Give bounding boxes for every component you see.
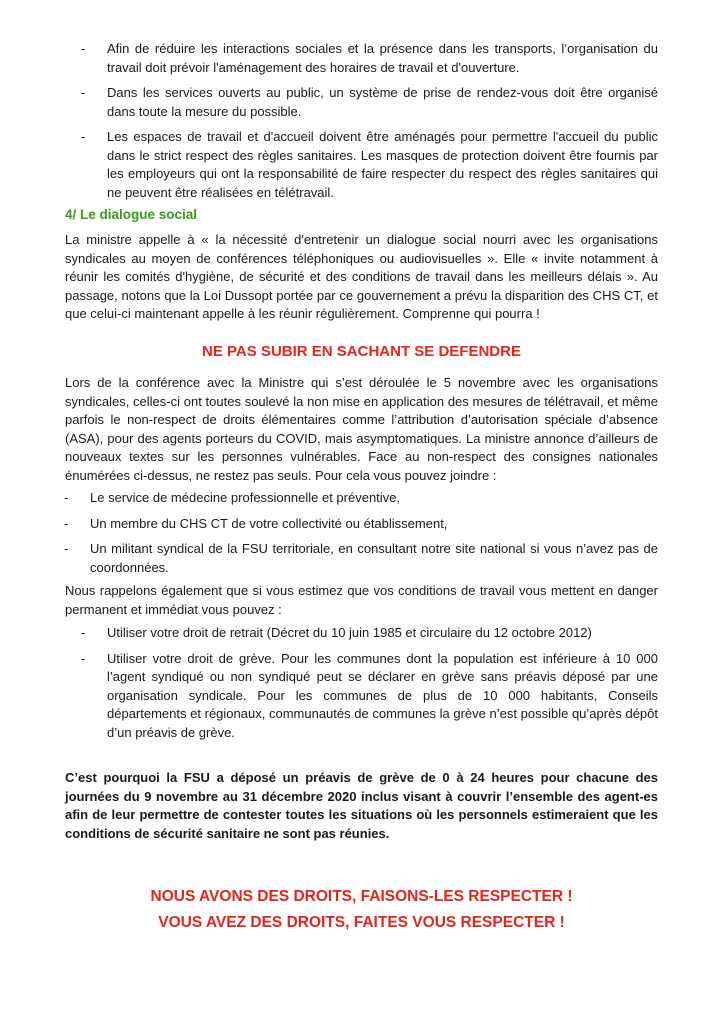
strike-paragraph: C’est pourquoi la FSU a déposé un préavis de grève de 0 à 24 heures pour chacune des journées du 9 novembre au 31 décembre 2020 inclus visant à couvrir l’ensemble des agent-es afin de leur permettre de contester toutes les situations où les personnels estimeraient que les conditions de sécurité sanitaire ne sont pas réunies.	[65, 770, 658, 841]
dialogue-paragraph: La ministre appelle à « la nécessité d'entretenir un dialogue social nourri avec les organisations syndicales au moyen de conférences téléphoniques ou audiovisuelles ». Elle « invite notamment à réunir les comités d'hygiène, de sécurité et des conditions de travail dans les meilleurs délais ». Au passage, notons que la Loi Dussopt portée par ce gouvernement a prévu la disparition des CHS CT, et que celui-ci maintenant appelle à les réunir régulièrement. Comprenne qui pourra !	[65, 232, 658, 321]
contact-bullet-list	[90, 489, 658, 584]
final-slogan-1: NOUS AVONS DES DROITS, FAISONS-LES RESPECTER !	[150, 888, 573, 905]
list-item: - Utiliser votre droit de grève. Pour les communes dont la population est inférieure à 10 000 l’agent syndiqué ou non syndiqué peut se déclarer en grève sans préavis déposé par une organisation syndicale. Pour les communes de plus de 10 000 habitants, Conseils départements et régionaux, communautés de communes la grève n’est possible qu’après dépôt d’un préavis de grève.	[107, 650, 658, 743]
list-item: - Les espaces de travail et d'accueil doivent être aménagés pour permettre l'accueil du public dans le strict respect des règles sanitaires. Les masques de protection doivent être fournis par les employeurs qui ont la responsabilité de faire respecter du respect des règles sanitaires qui ne peuvent être réalisées en télétravail.	[107, 128, 658, 202]
list-item: - Afin de réduire les interactions sociales et la présence dans les transports, l’organisation du travail doit prévoir l'aménagement des horaires de travail et d'ouverture.	[107, 40, 658, 77]
list-item: - Un militant syndical de la FSU territoriale, en consultant notre site national si vous n’avez pas de coordonnées.	[90, 540, 658, 577]
list-item: - Un membre du CHS CT de votre collectivité ou établissement,	[90, 515, 658, 534]
top-bullet-list	[107, 40, 658, 209]
list-item: - Utiliser votre droit de retrait (Décret du 10 juin 1985 et circulaire du 12 octobre 2012)	[107, 624, 658, 643]
conference-paragraph: Lors de la conférence avec la Ministre qui s’est déroulée le 5 novembre avec les organisations syndicales, celles-ci ont toutes soulevé la non mise en application des mesures de télétravail, et même parfois le non-respect de droits élémentaires comme l’attribution d’autorisation spéciale d’absence (ASA), pour des agents porteurs du COVID, mais asymptomatiques. La ministre annonce d’ailleurs de nouveaux textes sur les personnes vulnérables. Face au non-respect des consignes nationales énumérées ci-dessus, ne restez pas seuls. Pour cela vous pouvez joindre :	[65, 375, 658, 483]
final-slogan-2: VOUS AVEZ DES DROITS, FAITES VOUS RESPECTER !	[158, 914, 565, 931]
dialogue-heading: 4/ Le dialogue social	[65, 207, 198, 222]
list-item: - Le service de médecine professionnelle et préventive,	[90, 489, 658, 508]
section-title: NE PAS SUBIR EN SACHANT SE DEFENDRE	[202, 343, 521, 360]
list-item: - Dans les services ouverts au public, un système de prise de rendez-vous doit être organisé dans toute la mesure du possible.	[107, 84, 658, 121]
danger-paragraph: Nous rappelons également que si vous estimez que vos conditions de travail vous mettent en danger permanent et immédiat vous pouvez :	[65, 583, 658, 617]
rights-bullet-list	[107, 624, 658, 749]
